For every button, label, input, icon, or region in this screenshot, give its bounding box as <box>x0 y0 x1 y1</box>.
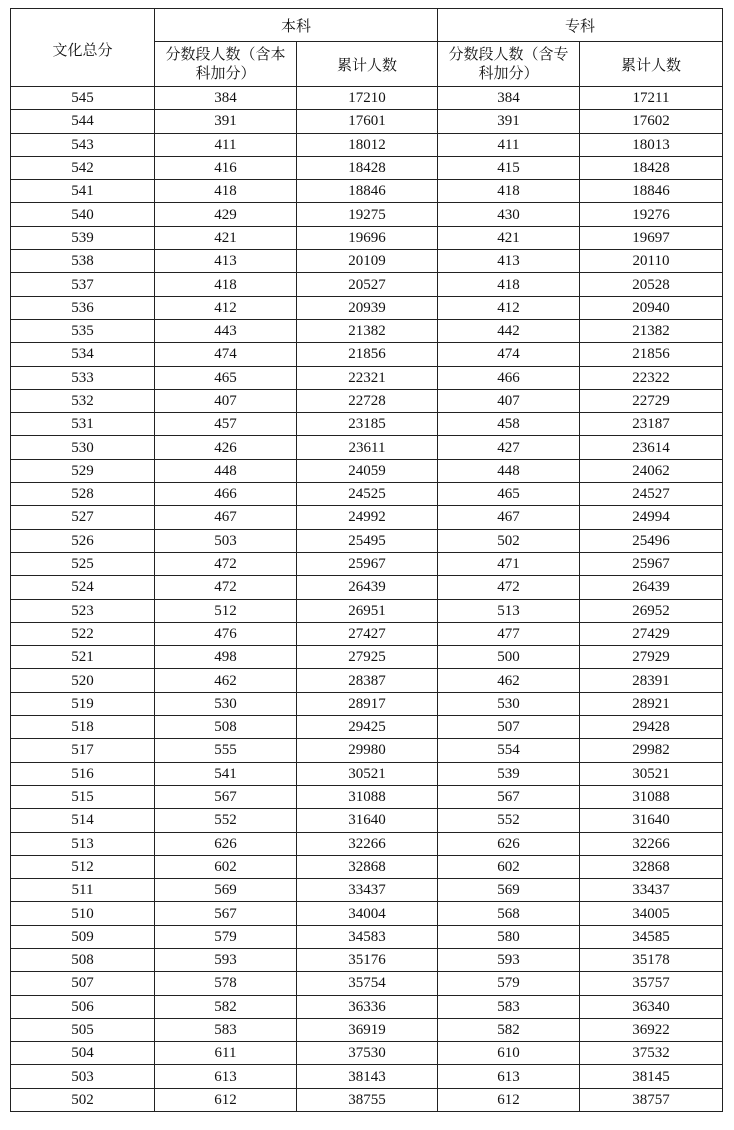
junior-segment-cell: 579 <box>438 972 580 995</box>
table-row <box>11 156 723 179</box>
junior-cumulative-cell: 37532 <box>580 1042 723 1065</box>
undergrad-segment-cell: 476 <box>155 622 297 645</box>
undergrad-cumulative-cell: 25495 <box>297 529 438 552</box>
score-cell: 507 <box>11 972 155 995</box>
table-row <box>11 133 723 156</box>
junior-cumulative-cell: 34585 <box>580 925 723 948</box>
score-cell: 511 <box>11 879 155 902</box>
junior-cumulative-cell: 26439 <box>580 576 723 599</box>
header-undergrad-segment: 分数段人数（含本科加分） <box>155 42 297 87</box>
junior-cumulative-cell: 28921 <box>580 692 723 715</box>
undergrad-cumulative-cell: 29425 <box>297 716 438 739</box>
undergrad-segment-cell: 416 <box>155 156 297 179</box>
undergrad-segment-cell: 569 <box>155 879 297 902</box>
undergrad-segment-cell: 498 <box>155 646 297 669</box>
undergrad-segment-cell: 429 <box>155 203 297 226</box>
junior-cumulative-cell: 29982 <box>580 739 723 762</box>
table-row <box>11 436 723 459</box>
score-cell: 516 <box>11 762 155 785</box>
header-undergrad-cumulative: 累计人数 <box>297 42 438 87</box>
junior-segment-cell: 465 <box>438 483 580 506</box>
junior-segment-cell: 530 <box>438 692 580 715</box>
undergrad-segment-cell: 412 <box>155 296 297 319</box>
junior-cumulative-cell: 24994 <box>580 506 723 529</box>
junior-segment-cell: 421 <box>438 226 580 249</box>
junior-cumulative-cell: 17211 <box>580 87 723 110</box>
junior-cumulative-cell: 27429 <box>580 622 723 645</box>
junior-segment-cell: 612 <box>438 1088 580 1111</box>
table-row <box>11 669 723 692</box>
junior-cumulative-cell: 31088 <box>580 785 723 808</box>
junior-segment-cell: 467 <box>438 506 580 529</box>
score-cell: 527 <box>11 506 155 529</box>
header-junior: 专科 <box>438 9 723 42</box>
score-cell: 521 <box>11 646 155 669</box>
junior-segment-cell: 418 <box>438 273 580 296</box>
junior-segment-cell: 418 <box>438 180 580 203</box>
junior-cumulative-cell: 18846 <box>580 180 723 203</box>
undergrad-cumulative-cell: 35176 <box>297 948 438 971</box>
score-cell: 526 <box>11 529 155 552</box>
junior-segment-cell: 626 <box>438 832 580 855</box>
undergrad-segment-cell: 593 <box>155 948 297 971</box>
table-row <box>11 762 723 785</box>
junior-segment-cell: 391 <box>438 110 580 133</box>
undergrad-cumulative-cell: 38143 <box>297 1065 438 1088</box>
junior-cumulative-cell: 34005 <box>580 902 723 925</box>
undergrad-cumulative-cell: 18428 <box>297 156 438 179</box>
score-cell: 545 <box>11 87 155 110</box>
undergrad-cumulative-cell: 27925 <box>297 646 438 669</box>
undergrad-cumulative-cell: 22728 <box>297 389 438 412</box>
junior-cumulative-cell: 27929 <box>580 646 723 669</box>
score-cell: 537 <box>11 273 155 296</box>
junior-cumulative-cell: 24062 <box>580 459 723 482</box>
score-cell: 532 <box>11 389 155 412</box>
undergrad-segment-cell: 503 <box>155 529 297 552</box>
undergrad-cumulative-cell: 21382 <box>297 319 438 342</box>
score-distribution-table <box>10 8 723 1112</box>
junior-segment-cell: 411 <box>438 133 580 156</box>
junior-segment-cell: 567 <box>438 785 580 808</box>
header-undergrad: 本科 <box>155 9 438 42</box>
table-body <box>11 87 723 1112</box>
undergrad-cumulative-cell: 20527 <box>297 273 438 296</box>
junior-cumulative-cell: 31640 <box>580 809 723 832</box>
table-row <box>11 110 723 133</box>
undergrad-segment-cell: 426 <box>155 436 297 459</box>
table-row <box>11 1018 723 1041</box>
undergrad-cumulative-cell: 17601 <box>297 110 438 133</box>
score-cell: 533 <box>11 366 155 389</box>
undergrad-cumulative-cell: 20109 <box>297 250 438 273</box>
table-row <box>11 203 723 226</box>
junior-cumulative-cell: 22322 <box>580 366 723 389</box>
undergrad-cumulative-cell: 26439 <box>297 576 438 599</box>
score-cell: 517 <box>11 739 155 762</box>
undergrad-segment-cell: 407 <box>155 389 297 412</box>
undergrad-segment-cell: 413 <box>155 250 297 273</box>
score-cell: 504 <box>11 1042 155 1065</box>
junior-segment-cell: 472 <box>438 576 580 599</box>
undergrad-cumulative-cell: 18012 <box>297 133 438 156</box>
table-row <box>11 972 723 995</box>
undergrad-segment-cell: 457 <box>155 413 297 436</box>
junior-segment-cell: 569 <box>438 879 580 902</box>
junior-segment-cell: 430 <box>438 203 580 226</box>
score-cell: 538 <box>11 250 155 273</box>
table-row <box>11 599 723 622</box>
undergrad-cumulative-cell: 36919 <box>297 1018 438 1041</box>
score-cell: 525 <box>11 552 155 575</box>
undergrad-cumulative-cell: 24992 <box>297 506 438 529</box>
score-cell: 531 <box>11 413 155 436</box>
score-cell: 540 <box>11 203 155 226</box>
table-row <box>11 809 723 832</box>
junior-segment-cell: 583 <box>438 995 580 1018</box>
undergrad-segment-cell: 411 <box>155 133 297 156</box>
junior-cumulative-cell: 33437 <box>580 879 723 902</box>
table-row <box>11 716 723 739</box>
undergrad-segment-cell: 467 <box>155 506 297 529</box>
score-cell: 514 <box>11 809 155 832</box>
undergrad-cumulative-cell: 23185 <box>297 413 438 436</box>
table-row <box>11 785 723 808</box>
table-row <box>11 832 723 855</box>
undergrad-segment-cell: 611 <box>155 1042 297 1065</box>
junior-segment-cell: 554 <box>438 739 580 762</box>
score-cell: 518 <box>11 716 155 739</box>
table-row <box>11 552 723 575</box>
junior-cumulative-cell: 18428 <box>580 156 723 179</box>
score-cell: 544 <box>11 110 155 133</box>
score-cell: 534 <box>11 343 155 366</box>
junior-segment-cell: 442 <box>438 319 580 342</box>
junior-segment-cell: 415 <box>438 156 580 179</box>
table-row <box>11 948 723 971</box>
score-cell: 543 <box>11 133 155 156</box>
table-row <box>11 389 723 412</box>
undergrad-segment-cell: 579 <box>155 925 297 948</box>
table-row <box>11 995 723 1018</box>
score-cell: 502 <box>11 1088 155 1111</box>
table-row <box>11 646 723 669</box>
undergrad-cumulative-cell: 24059 <box>297 459 438 482</box>
score-cell: 503 <box>11 1065 155 1088</box>
junior-segment-cell: 593 <box>438 948 580 971</box>
junior-segment-cell: 580 <box>438 925 580 948</box>
score-cell: 515 <box>11 785 155 808</box>
junior-segment-cell: 458 <box>438 413 580 436</box>
undergrad-segment-cell: 602 <box>155 855 297 878</box>
score-cell: 508 <box>11 948 155 971</box>
undergrad-cumulative-cell: 27427 <box>297 622 438 645</box>
undergrad-cumulative-cell: 20939 <box>297 296 438 319</box>
junior-segment-cell: 568 <box>438 902 580 925</box>
junior-cumulative-cell: 38145 <box>580 1065 723 1088</box>
table-row <box>11 366 723 389</box>
undergrad-cumulative-cell: 34583 <box>297 925 438 948</box>
junior-cumulative-cell: 32266 <box>580 832 723 855</box>
junior-cumulative-cell: 36922 <box>580 1018 723 1041</box>
undergrad-cumulative-cell: 31088 <box>297 785 438 808</box>
table-row <box>11 273 723 296</box>
score-cell: 528 <box>11 483 155 506</box>
junior-segment-cell: 613 <box>438 1065 580 1088</box>
junior-cumulative-cell: 25967 <box>580 552 723 575</box>
score-cell: 524 <box>11 576 155 599</box>
undergrad-segment-cell: 578 <box>155 972 297 995</box>
junior-cumulative-cell: 20110 <box>580 250 723 273</box>
junior-segment-cell: 552 <box>438 809 580 832</box>
junior-segment-cell: 507 <box>438 716 580 739</box>
undergrad-cumulative-cell: 19696 <box>297 226 438 249</box>
undergrad-cumulative-cell: 26951 <box>297 599 438 622</box>
undergrad-segment-cell: 582 <box>155 995 297 1018</box>
junior-cumulative-cell: 30521 <box>580 762 723 785</box>
table-row <box>11 1042 723 1065</box>
undergrad-segment-cell: 567 <box>155 902 297 925</box>
table-row <box>11 459 723 482</box>
undergrad-segment-cell: 555 <box>155 739 297 762</box>
junior-segment-cell: 502 <box>438 529 580 552</box>
junior-cumulative-cell: 28391 <box>580 669 723 692</box>
undergrad-cumulative-cell: 29980 <box>297 739 438 762</box>
table-row <box>11 902 723 925</box>
table-row <box>11 739 723 762</box>
junior-cumulative-cell: 22729 <box>580 389 723 412</box>
junior-cumulative-cell: 35178 <box>580 948 723 971</box>
table-row <box>11 319 723 342</box>
score-cell: 513 <box>11 832 155 855</box>
undergrad-segment-cell: 626 <box>155 832 297 855</box>
junior-cumulative-cell: 29428 <box>580 716 723 739</box>
junior-segment-cell: 500 <box>438 646 580 669</box>
junior-cumulative-cell: 21382 <box>580 319 723 342</box>
undergrad-cumulative-cell: 33437 <box>297 879 438 902</box>
junior-cumulative-cell: 25496 <box>580 529 723 552</box>
table-row <box>11 226 723 249</box>
score-cell: 523 <box>11 599 155 622</box>
undergrad-cumulative-cell: 23611 <box>297 436 438 459</box>
score-cell: 519 <box>11 692 155 715</box>
junior-segment-cell: 513 <box>438 599 580 622</box>
junior-segment-cell: 539 <box>438 762 580 785</box>
undergrad-cumulative-cell: 37530 <box>297 1042 438 1065</box>
junior-segment-cell: 412 <box>438 296 580 319</box>
junior-cumulative-cell: 23187 <box>580 413 723 436</box>
score-cell: 505 <box>11 1018 155 1041</box>
undergrad-segment-cell: 567 <box>155 785 297 808</box>
junior-cumulative-cell: 26952 <box>580 599 723 622</box>
undergrad-segment-cell: 472 <box>155 576 297 599</box>
undergrad-segment-cell: 583 <box>155 1018 297 1041</box>
table-row <box>11 692 723 715</box>
undergrad-cumulative-cell: 35754 <box>297 972 438 995</box>
undergrad-segment-cell: 530 <box>155 692 297 715</box>
undergrad-segment-cell: 448 <box>155 459 297 482</box>
score-cell: 539 <box>11 226 155 249</box>
junior-segment-cell: 407 <box>438 389 580 412</box>
table-row <box>11 855 723 878</box>
junior-cumulative-cell: 38757 <box>580 1088 723 1111</box>
undergrad-segment-cell: 443 <box>155 319 297 342</box>
table-row <box>11 879 723 902</box>
junior-cumulative-cell: 23614 <box>580 436 723 459</box>
table-row <box>11 343 723 366</box>
undergrad-cumulative-cell: 21856 <box>297 343 438 366</box>
junior-segment-cell: 427 <box>438 436 580 459</box>
undergrad-cumulative-cell: 25967 <box>297 552 438 575</box>
score-cell: 541 <box>11 180 155 203</box>
score-cell: 510 <box>11 902 155 925</box>
junior-segment-cell: 384 <box>438 87 580 110</box>
table-row <box>11 483 723 506</box>
header-junior-segment: 分数段人数（含专科加分） <box>438 42 580 87</box>
table-row <box>11 250 723 273</box>
score-cell: 530 <box>11 436 155 459</box>
table-row <box>11 180 723 203</box>
undergrad-segment-cell: 474 <box>155 343 297 366</box>
score-cell: 529 <box>11 459 155 482</box>
table-row <box>11 87 723 110</box>
undergrad-segment-cell: 613 <box>155 1065 297 1088</box>
table-row <box>11 1088 723 1111</box>
undergrad-cumulative-cell: 32266 <box>297 832 438 855</box>
undergrad-cumulative-cell: 17210 <box>297 87 438 110</box>
junior-segment-cell: 477 <box>438 622 580 645</box>
score-cell: 509 <box>11 925 155 948</box>
undergrad-cumulative-cell: 28387 <box>297 669 438 692</box>
score-cell: 535 <box>11 319 155 342</box>
junior-cumulative-cell: 19276 <box>580 203 723 226</box>
junior-cumulative-cell: 21856 <box>580 343 723 366</box>
table-row <box>11 296 723 319</box>
score-cell: 506 <box>11 995 155 1018</box>
table-row <box>11 622 723 645</box>
junior-cumulative-cell: 36340 <box>580 995 723 1018</box>
undergrad-cumulative-cell: 28917 <box>297 692 438 715</box>
undergrad-cumulative-cell: 32868 <box>297 855 438 878</box>
junior-segment-cell: 448 <box>438 459 580 482</box>
undergrad-cumulative-cell: 34004 <box>297 902 438 925</box>
junior-cumulative-cell: 32868 <box>580 855 723 878</box>
table-row <box>11 925 723 948</box>
junior-cumulative-cell: 35757 <box>580 972 723 995</box>
table-row <box>11 413 723 436</box>
undergrad-segment-cell: 421 <box>155 226 297 249</box>
junior-segment-cell: 474 <box>438 343 580 366</box>
table-row <box>11 529 723 552</box>
undergrad-cumulative-cell: 18846 <box>297 180 438 203</box>
junior-segment-cell: 602 <box>438 855 580 878</box>
undergrad-segment-cell: 391 <box>155 110 297 133</box>
undergrad-segment-cell: 612 <box>155 1088 297 1111</box>
junior-segment-cell: 471 <box>438 552 580 575</box>
undergrad-segment-cell: 472 <box>155 552 297 575</box>
score-cell: 522 <box>11 622 155 645</box>
undergrad-segment-cell: 541 <box>155 762 297 785</box>
score-cell: 512 <box>11 855 155 878</box>
undergrad-segment-cell: 466 <box>155 483 297 506</box>
junior-cumulative-cell: 20528 <box>580 273 723 296</box>
junior-cumulative-cell: 18013 <box>580 133 723 156</box>
undergrad-cumulative-cell: 19275 <box>297 203 438 226</box>
table-row <box>11 576 723 599</box>
undergrad-cumulative-cell: 22321 <box>297 366 438 389</box>
undergrad-segment-cell: 512 <box>155 599 297 622</box>
undergrad-segment-cell: 465 <box>155 366 297 389</box>
junior-segment-cell: 462 <box>438 669 580 692</box>
header-junior-cumulative: 累计人数 <box>580 42 723 87</box>
table-row <box>11 1065 723 1088</box>
undergrad-segment-cell: 384 <box>155 87 297 110</box>
junior-cumulative-cell: 19697 <box>580 226 723 249</box>
undergrad-cumulative-cell: 31640 <box>297 809 438 832</box>
junior-segment-cell: 582 <box>438 1018 580 1041</box>
undergrad-segment-cell: 462 <box>155 669 297 692</box>
junior-segment-cell: 466 <box>438 366 580 389</box>
junior-segment-cell: 610 <box>438 1042 580 1065</box>
undergrad-segment-cell: 418 <box>155 180 297 203</box>
junior-cumulative-cell: 17602 <box>580 110 723 133</box>
undergrad-segment-cell: 552 <box>155 809 297 832</box>
header-score: 文化总分 <box>11 9 155 87</box>
undergrad-cumulative-cell: 38755 <box>297 1088 438 1111</box>
undergrad-segment-cell: 418 <box>155 273 297 296</box>
junior-cumulative-cell: 24527 <box>580 483 723 506</box>
table-row <box>11 506 723 529</box>
undergrad-cumulative-cell: 30521 <box>297 762 438 785</box>
junior-segment-cell: 413 <box>438 250 580 273</box>
score-cell: 536 <box>11 296 155 319</box>
score-cell: 520 <box>11 669 155 692</box>
undergrad-cumulative-cell: 24525 <box>297 483 438 506</box>
junior-cumulative-cell: 20940 <box>580 296 723 319</box>
undergrad-cumulative-cell: 36336 <box>297 995 438 1018</box>
score-cell: 542 <box>11 156 155 179</box>
undergrad-segment-cell: 508 <box>155 716 297 739</box>
